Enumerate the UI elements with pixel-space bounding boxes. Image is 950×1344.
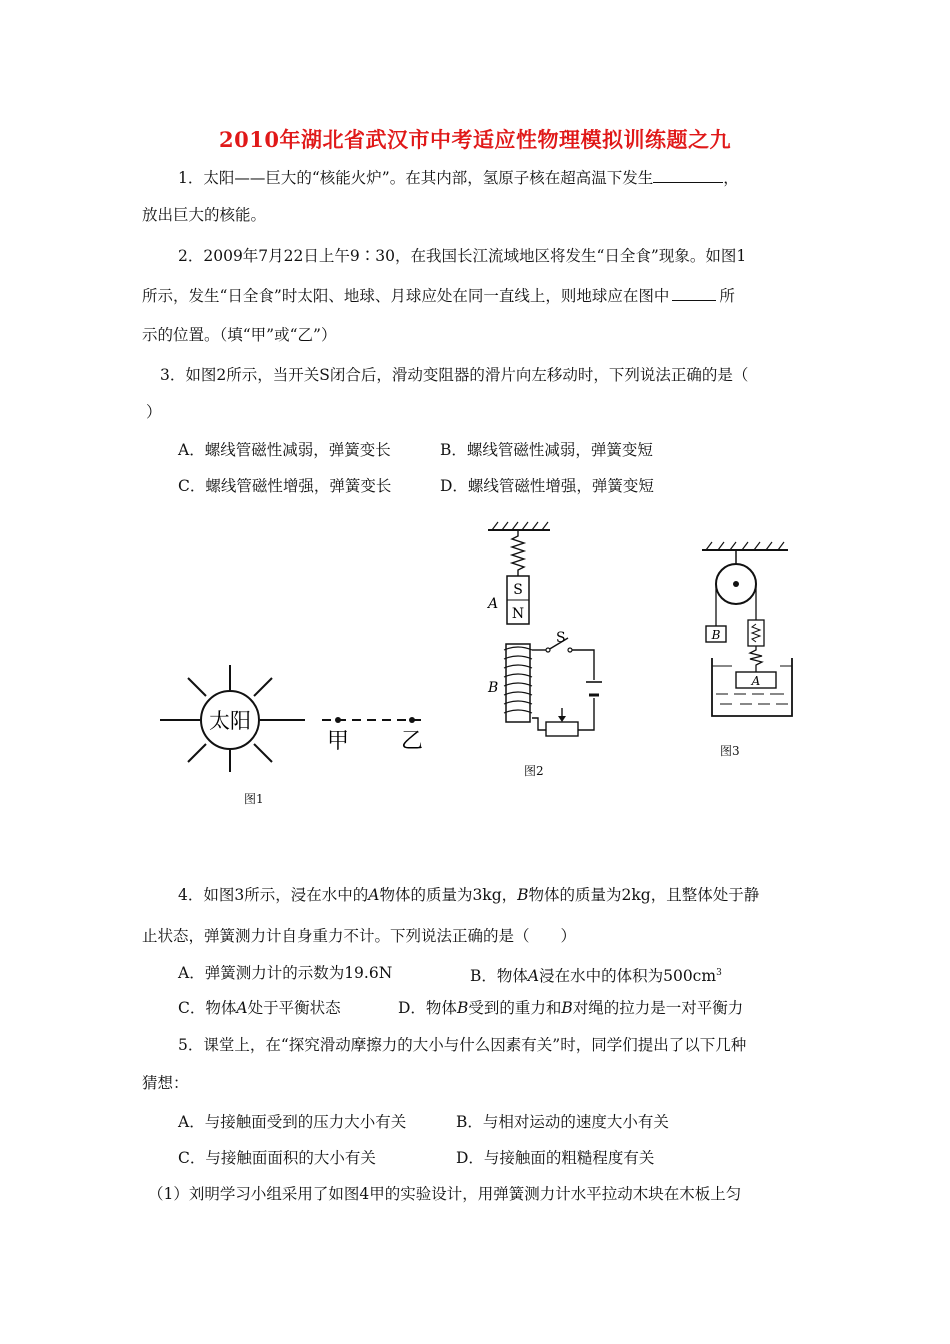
q4-optc-text: C．物体: [178, 999, 237, 1017]
rheostat: [546, 722, 578, 736]
q1-line1: [178, 168, 739, 188]
q2-text: 所示，发生“日全食”时太阳、地球、月球应处在同一直线上，则地球应在图中: [142, 287, 670, 305]
q5-option-d[interactable]: D．与接触面的粗糙程度有关: [456, 1149, 655, 1167]
figure-2: [478, 520, 618, 750]
q4-text: 物体的质量为2kg，且整体处于静: [528, 886, 760, 904]
q4-option-b[interactable]: [470, 963, 722, 986]
switch-contact: [568, 648, 572, 652]
q3-line2: ）: [146, 403, 162, 421]
page-title: 2010年湖北省武汉市中考适应性物理模拟训练题之九: [219, 127, 731, 152]
q4-text: 4．如图3所示，浸在水中的: [178, 886, 369, 904]
q4-optc-var: A: [236, 999, 248, 1017]
label-b: B: [711, 628, 721, 642]
spring-coil: [750, 646, 762, 672]
label-yi: 乙: [400, 729, 424, 754]
q4-var-a: A: [368, 886, 380, 904]
q2-line1: 2．2009年7月22日上午9∶30，在我国长江流域地区将发生“日全食”现象。如图1: [178, 247, 747, 265]
point-jia: [335, 717, 341, 723]
q3-option-b[interactable]: B．螺线管磁性减弱，弹簧变短: [440, 441, 653, 459]
q5-sub1: （1）刘明学习小组采用了如图4甲的实验设计，用弹簧测力计水平拉动木块在木板上匀: [148, 1185, 742, 1203]
q4-line2: 止状态，弹簧测力计自身重力不计。下列说法正确的是（ ）: [142, 927, 577, 945]
q2-text-end: 所: [719, 287, 735, 305]
q4-optb-text: 浸在水中的体积为500cm: [539, 967, 717, 986]
q5-line2: 猜想：: [142, 1074, 189, 1092]
q4-optb-sup: 3: [716, 968, 722, 978]
q4-optb-text: B．物体: [470, 967, 528, 986]
q2-blank[interactable]: [672, 300, 716, 301]
q1-comma: ，: [723, 169, 739, 187]
label-a: A: [488, 596, 499, 612]
q4-optd-text: 受到的重力和: [468, 999, 562, 1017]
q5-option-c[interactable]: C．与接触面面积的大小有关: [178, 1149, 376, 1167]
q4-line1: [178, 885, 759, 905]
figure-3: [692, 540, 802, 730]
q4-optc-text: 处于平衡状态: [247, 999, 341, 1017]
q1-blank[interactable]: [653, 182, 723, 183]
ceiling-hatch: [706, 542, 784, 550]
q3-option-d[interactable]: D．螺线管磁性增强，弹簧变短: [440, 477, 654, 495]
q4-optd-text: D．物体: [398, 999, 457, 1017]
q5-option-b[interactable]: B．与相对运动的速度大小有关: [456, 1113, 669, 1131]
q4-option-c[interactable]: [178, 998, 341, 1018]
q4-option-d[interactable]: [398, 998, 743, 1018]
spring-scale: [748, 620, 764, 646]
rheostat-slider: [558, 716, 566, 722]
q4-optd-var: B: [456, 999, 469, 1017]
switch-contact: [546, 648, 550, 652]
q2-line2: [142, 286, 735, 306]
q1-text: 1．太阳——巨大的“核能火炉”。在其内部，氢原子核在超高温下发生: [178, 169, 654, 187]
q4-optb-var: A: [527, 967, 540, 986]
point-yi: [409, 717, 415, 723]
switch-label: S: [556, 630, 566, 646]
figure-3-caption: 图3: [720, 744, 740, 758]
q3-option-a[interactable]: A．螺线管磁性减弱，弹簧变长: [178, 441, 391, 459]
figure-1: [150, 660, 440, 780]
q5-line1: 5．课堂上，在“探究滑动摩擦力的大小与什么因素有关”时，同学们提出了以下几种: [178, 1036, 747, 1054]
pole-n: N: [511, 606, 525, 622]
q5-option-a[interactable]: A．与接触面受到的压力大小有关: [178, 1113, 407, 1131]
label-a: A: [751, 674, 761, 688]
spring: [512, 530, 524, 576]
q4-var-b: B: [517, 886, 529, 904]
sun-label: 太阳: [209, 709, 251, 733]
q4-optd-text: 对绳的拉力是一对平衡力: [572, 999, 744, 1017]
pole-s: S: [513, 582, 523, 598]
label-b: B: [488, 680, 499, 696]
label-jia: 甲: [326, 729, 350, 754]
q4-text: 物体的质量为3kg，: [379, 886, 518, 904]
figure-2-caption: 图2: [524, 764, 544, 778]
ceiling-hatch: [492, 522, 548, 530]
q2-line3: 示的位置。（填“甲”或“乙”）: [142, 326, 337, 344]
q4-option-a[interactable]: A．弹簧测力计的示数为19.6N: [178, 964, 393, 982]
q4-optd-var: B: [561, 999, 573, 1017]
q3-option-c[interactable]: C．螺线管磁性增强，弹簧变长: [178, 477, 392, 495]
figure-1-caption: 图1: [244, 792, 264, 806]
q1-line2: 放出巨大的核能。: [142, 206, 267, 224]
q3-line1: 3．如图2所示，当开关S闭合后，滑动变阻器的滑片向左移动时，下列说法正确的是（: [160, 366, 749, 384]
